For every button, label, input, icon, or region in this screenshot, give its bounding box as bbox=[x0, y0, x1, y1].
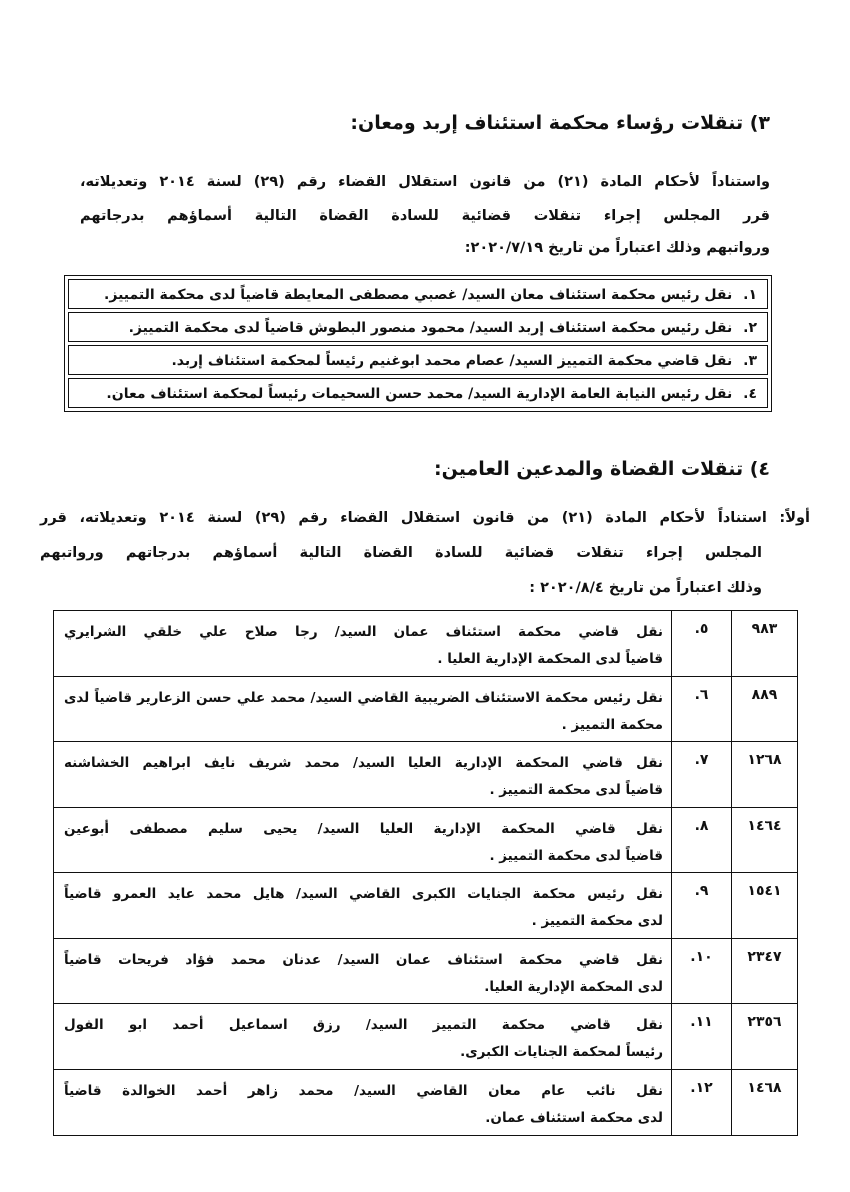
table-row bbox=[54, 742, 797, 808]
table-row bbox=[54, 808, 797, 874]
judge-code: ١٤٦٨ bbox=[731, 1070, 797, 1136]
judge-code: ١٢٦٨ bbox=[731, 742, 797, 807]
transfer-text-line: نقل رئيس محكمة الجنايات الكبرى القاضي السيد/ هايل محمد عايد العمرو قاضياً bbox=[64, 886, 663, 902]
transfer-text bbox=[54, 1004, 671, 1069]
transfer-text-line: نقل قاضي المحكمة الإدارية العليا السيد/ يحيى سليم مصطفى أبوعين bbox=[64, 820, 663, 837]
judge-code: ٢٣٤٧ bbox=[731, 939, 797, 1004]
table-row bbox=[54, 677, 797, 743]
item-number: ١. bbox=[743, 287, 757, 303]
item-number: ٤. bbox=[743, 386, 757, 402]
item-text: نقل قاضي محكمة التمييز السيد/ عصام محمد ابوغنيم رئيساً لمحكمة استئناف إربد. bbox=[171, 353, 733, 369]
row-number: ٥. bbox=[671, 611, 731, 676]
section-3-paragraph-line: قرر المجلس إجراء تنقلات قضائية للسادة القضاة التالية أسماؤهم بدرجاتهم bbox=[80, 208, 770, 224]
row-number: ٩. bbox=[671, 873, 731, 938]
transfer-text bbox=[54, 677, 671, 742]
section-4-transfer-table bbox=[53, 610, 798, 1136]
table-row bbox=[54, 873, 797, 939]
section-3-paragraph-line: ورواتبهم وذلك اعتباراً من تاريخ ٢٠٢٠/٧/١٩: bbox=[464, 240, 770, 256]
section-4-paragraph-line: المجلس إجراء تنقلات قضائية للسادة القضاة التالية أسماؤهم بدرجاتهم ورواتبهم bbox=[40, 545, 762, 561]
row-number: ٦. bbox=[671, 677, 731, 742]
transfer-text bbox=[54, 611, 671, 676]
table-row bbox=[54, 611, 797, 677]
judge-code: ٨٨٩ bbox=[731, 677, 797, 742]
transfer-item bbox=[68, 312, 768, 342]
item-number: ٢. bbox=[743, 320, 757, 336]
row-number: ٨. bbox=[671, 808, 731, 873]
item-text: نقل رئيس النيابة العامة الإدارية السيد/ محمد حسن السحيمات رئيساً لمحكمة استئناف معان. bbox=[106, 386, 733, 402]
row-number: ١٠. bbox=[671, 939, 731, 1004]
item-number: ٣. bbox=[743, 353, 757, 369]
transfer-text-line: لدى المحكمة الإدارية العليا. bbox=[484, 978, 663, 995]
judge-code: ٩٨٣ bbox=[731, 611, 797, 676]
transfer-text bbox=[54, 742, 671, 807]
row-number: ٧. bbox=[671, 742, 731, 807]
transfer-text-line: نقل قاضي محكمة استئناف عمان السيد/ رجا صلاح علي خلقي الشرايري bbox=[64, 624, 663, 640]
transfer-text-line: نقل رئيس محكمة الاستئناف الضريبية القاضي السيد/ محمد علي حسن الزعارير قاضياً لدى bbox=[64, 689, 663, 706]
judge-code: ١٤٦٤ bbox=[731, 808, 797, 873]
transfer-text-line: محكمة التمييز . bbox=[561, 716, 663, 733]
section-4-paragraph-line: أولاً: استناداً لأحكام المادة (٢١) من قانون استقلال القضاء رقم (٢٩) لسنة ٢٠١٤ وتعديلاته، قرر bbox=[40, 510, 810, 526]
transfer-text-line: لدى محكمة التمييز . bbox=[531, 913, 663, 929]
transfer-text-line: نقل نائب عام معان القاضي السيد/ محمد زاهر أحمد الخوالدة قاضياً bbox=[64, 1082, 663, 1099]
transfer-text bbox=[54, 1070, 671, 1136]
judge-code: ٢٣٥٦ bbox=[731, 1004, 797, 1069]
section-4-paragraph-line: وذلك اعتباراً من تاريخ ٢٠٢٠/٨/٤ : bbox=[529, 580, 762, 596]
section-4-heading: ٤) تنقلات القضاة والمدعين العامين: bbox=[434, 458, 770, 480]
transfer-text-line: نقل قاضي محكمة استئناف عمان السيد/ عدنان محمد فؤاد فريحات قاضياً bbox=[64, 951, 663, 968]
transfer-text-line: قاضياً لدى المحكمة الإدارية العليا . bbox=[437, 651, 663, 667]
transfer-text-line: لدى محكمة استئناف عمان. bbox=[485, 1109, 663, 1126]
transfer-text bbox=[54, 939, 671, 1004]
transfer-text-line: رئيساً لمحكمة الجنايات الكبرى. bbox=[460, 1044, 663, 1060]
transfer-text-line: قاضياً لدى محكمة التمييز . bbox=[489, 847, 663, 864]
transfer-item bbox=[68, 345, 768, 375]
transfer-text bbox=[54, 873, 671, 938]
section-3-transfer-list bbox=[64, 275, 772, 412]
section-3-heading: ٣) تنقلات رؤساء محكمة استئناف إربد ومعان: bbox=[350, 112, 770, 134]
table-row bbox=[54, 939, 797, 1005]
table-row bbox=[54, 1004, 797, 1070]
transfer-text-line: نقل قاضي المحكمة الإدارية العليا السيد/ محمد شريف نايف ابراهيم الخشاشنه bbox=[64, 755, 663, 771]
item-text: نقل رئيس محكمة استئناف إربد السيد/ محمود منصور البطوش قاضياً لدى محكمة التمييز. bbox=[128, 320, 733, 336]
transfer-text-line: قاضياً لدى محكمة التمييز . bbox=[489, 782, 663, 798]
transfer-text bbox=[54, 808, 671, 873]
row-number: ١١. bbox=[671, 1004, 731, 1069]
judge-code: ١٥٤١ bbox=[731, 873, 797, 938]
transfer-text-line: نقل قاضي محكمة التمييز السيد/ رزق اسماعيل أحمد ابو الفول bbox=[64, 1017, 663, 1033]
transfer-item bbox=[68, 279, 768, 309]
row-number: ١٢. bbox=[671, 1070, 731, 1136]
table-row bbox=[54, 1070, 797, 1136]
item-text: نقل رئيس محكمة استئناف معان السيد/ غصبي مصطفى المعايطة قاضياً لدى محكمة التمييز. bbox=[104, 287, 733, 303]
section-3-paragraph-line: واستناداً لأحكام المادة (٢١) من قانون استقلال القضاء رقم (٢٩) لسنة ٢٠١٤ وتعديلاته، bbox=[80, 174, 770, 190]
transfer-item bbox=[68, 378, 768, 408]
